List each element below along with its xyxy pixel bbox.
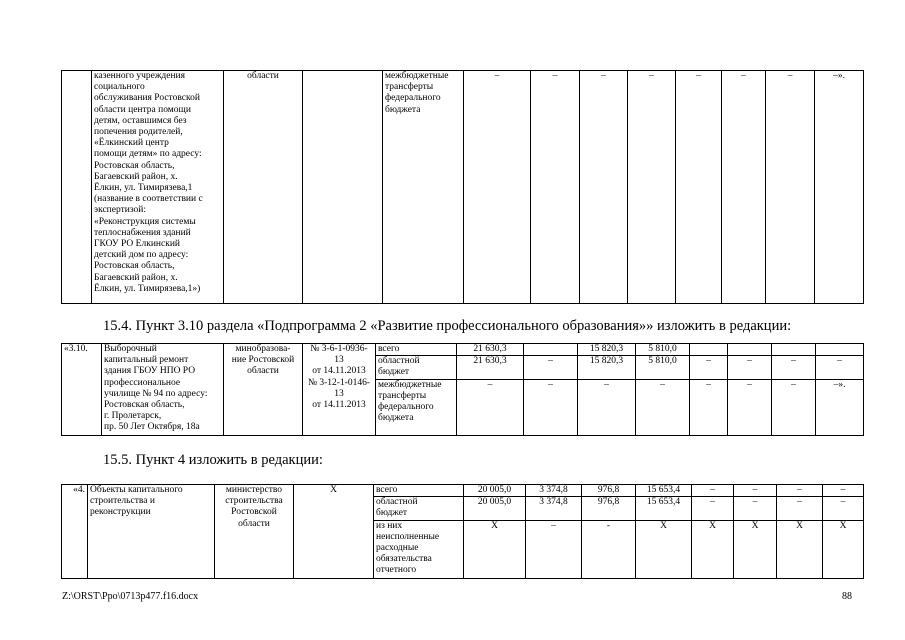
cell-docs: [303, 71, 383, 304]
footer-file-path: Z:\ORST\Ppo\0713p477.f16.docx: [62, 591, 199, 602]
cell-value: –: [766, 71, 815, 304]
cell-value: 15 653,4: [636, 497, 692, 520]
cell-source: всего: [376, 344, 457, 356]
cell-value: –».: [815, 71, 864, 304]
cell-value: 3 374,8: [526, 485, 582, 497]
cell-value: –: [676, 71, 722, 304]
cell-value: –: [777, 497, 823, 520]
cell-value: –: [772, 356, 816, 379]
table-row: [62, 71, 864, 304]
cell-value: 15 653,4: [636, 485, 692, 497]
cell-value: -: [582, 520, 636, 578]
cell-value: 15 820,3: [578, 344, 636, 356]
cell-value: 976,8: [582, 485, 636, 497]
cell-value: –: [692, 497, 734, 520]
table-item-3-10: [61, 343, 864, 436]
cell-source: областной бюджет: [374, 497, 464, 520]
cell-value: –: [526, 520, 582, 578]
cell-value: [728, 344, 772, 356]
cell-value: –: [728, 356, 772, 379]
cell-value: –: [777, 485, 823, 497]
cell-object: Объекты капитального строительства и реконструкции: [88, 485, 215, 579]
cell-num: [62, 71, 92, 304]
cell-value: –: [524, 379, 578, 435]
cell-value: –: [692, 485, 734, 497]
cell-value: Х: [692, 520, 734, 578]
cell-value: 15 820,3: [578, 356, 636, 379]
cell-num: «4.: [62, 485, 88, 579]
cell-value: [690, 344, 728, 356]
cell-value: Х: [777, 520, 823, 578]
cell-value: [524, 344, 578, 356]
cell-value: –: [734, 497, 777, 520]
cell-value: Х: [636, 520, 692, 578]
cell-value: 21 630,3: [457, 344, 524, 356]
cell-value: –: [772, 379, 816, 435]
cell-value: –: [636, 379, 690, 435]
table-row: [62, 344, 864, 356]
cell-source: всего: [374, 485, 464, 497]
cell-docs: № 3-6-1-0936- 13 от 14.11.2013 № 3-12-1-0146- 13 от 14.11.2013: [303, 344, 376, 436]
cell-object: Выборочный капитальный ремонт здания ГБОУ НПО РО профессиональное училище № 94 по адресу: Ростовская область, г. Пролетарск, пр. 50 Лет Октября, 18а: [102, 344, 224, 436]
cell-value: –».: [816, 379, 864, 435]
cell-value: Х: [734, 520, 777, 578]
cell-value: –: [457, 379, 524, 435]
cell-value: 976,8: [582, 497, 636, 520]
cell-value: Х: [823, 520, 864, 578]
cell-value: [772, 344, 816, 356]
cell-value: –: [823, 485, 864, 497]
cell-value: –: [722, 71, 766, 304]
cell-value: 21 630,3: [457, 356, 524, 379]
cell-value: –: [734, 485, 777, 497]
cell-object: казенного учреждения социального обслуживания Ростовской области центра помощи детям, оставшимся без попечения родителей, «Ёлкинский центр помощи детям» по адресу: Ростовская область, Багаевский район, х. Ёлкин, ул. Тимирязева,1 (название в соответствии с экспертизой: «Реконструкция системы теплоснабжения зданий ГКОУ РО Елкинский детский дом по адресу: Ростовская область, Багаевский район, х. Ёлкин, ул. Тимирязева,1»): [92, 71, 224, 304]
cell-value: –: [823, 497, 864, 520]
cell-num: «3.10.: [62, 344, 102, 436]
cell-value: –: [690, 379, 728, 435]
cell-value: –: [728, 379, 772, 435]
cell-value: –: [816, 356, 864, 379]
cell-value: 20 005,0: [464, 497, 526, 520]
page-number: 88: [842, 591, 852, 602]
cell-source: областной бюджет: [376, 356, 457, 379]
table-continuation: [61, 70, 864, 304]
cell-value: –: [578, 379, 636, 435]
cell-source: межбюджетные трансферты федерального бюджета: [383, 71, 464, 304]
cell-value: 5 810,0: [636, 344, 690, 356]
table-item-4: [61, 484, 864, 579]
section-heading-15-5: 15.5. Пункт 4 изложить в редакции:: [103, 452, 323, 468]
cell-value: –: [524, 356, 578, 379]
section-heading-15-4: 15.4. Пункт 3.10 раздела «Подпрограмма 2 «Развитие профессионального образования»» изложить в редакции:: [103, 318, 792, 334]
cell-value: –: [531, 71, 580, 304]
cell-value: –: [464, 71, 531, 304]
table-row: [62, 485, 864, 497]
cell-value: –: [628, 71, 676, 304]
cell-value: –: [580, 71, 628, 304]
cell-source: из них неисполненные расходные обязательства отчетного: [374, 520, 464, 578]
cell-value: Х: [464, 520, 526, 578]
cell-value: –: [690, 356, 728, 379]
cell-value: 3 374,8: [526, 497, 582, 520]
cell-value: [816, 344, 864, 356]
cell-docs: Х: [294, 485, 374, 579]
cell-responsible: минобразова- ние Ростовской области: [224, 344, 303, 436]
cell-value: 5 810,0: [636, 356, 690, 379]
cell-source: межбюджетные трансферты федерального бюджета: [376, 379, 457, 435]
cell-responsible: области: [224, 71, 303, 304]
cell-value: 20 005,0: [464, 485, 526, 497]
cell-responsible: министерство строительства Ростовской области: [215, 485, 294, 579]
